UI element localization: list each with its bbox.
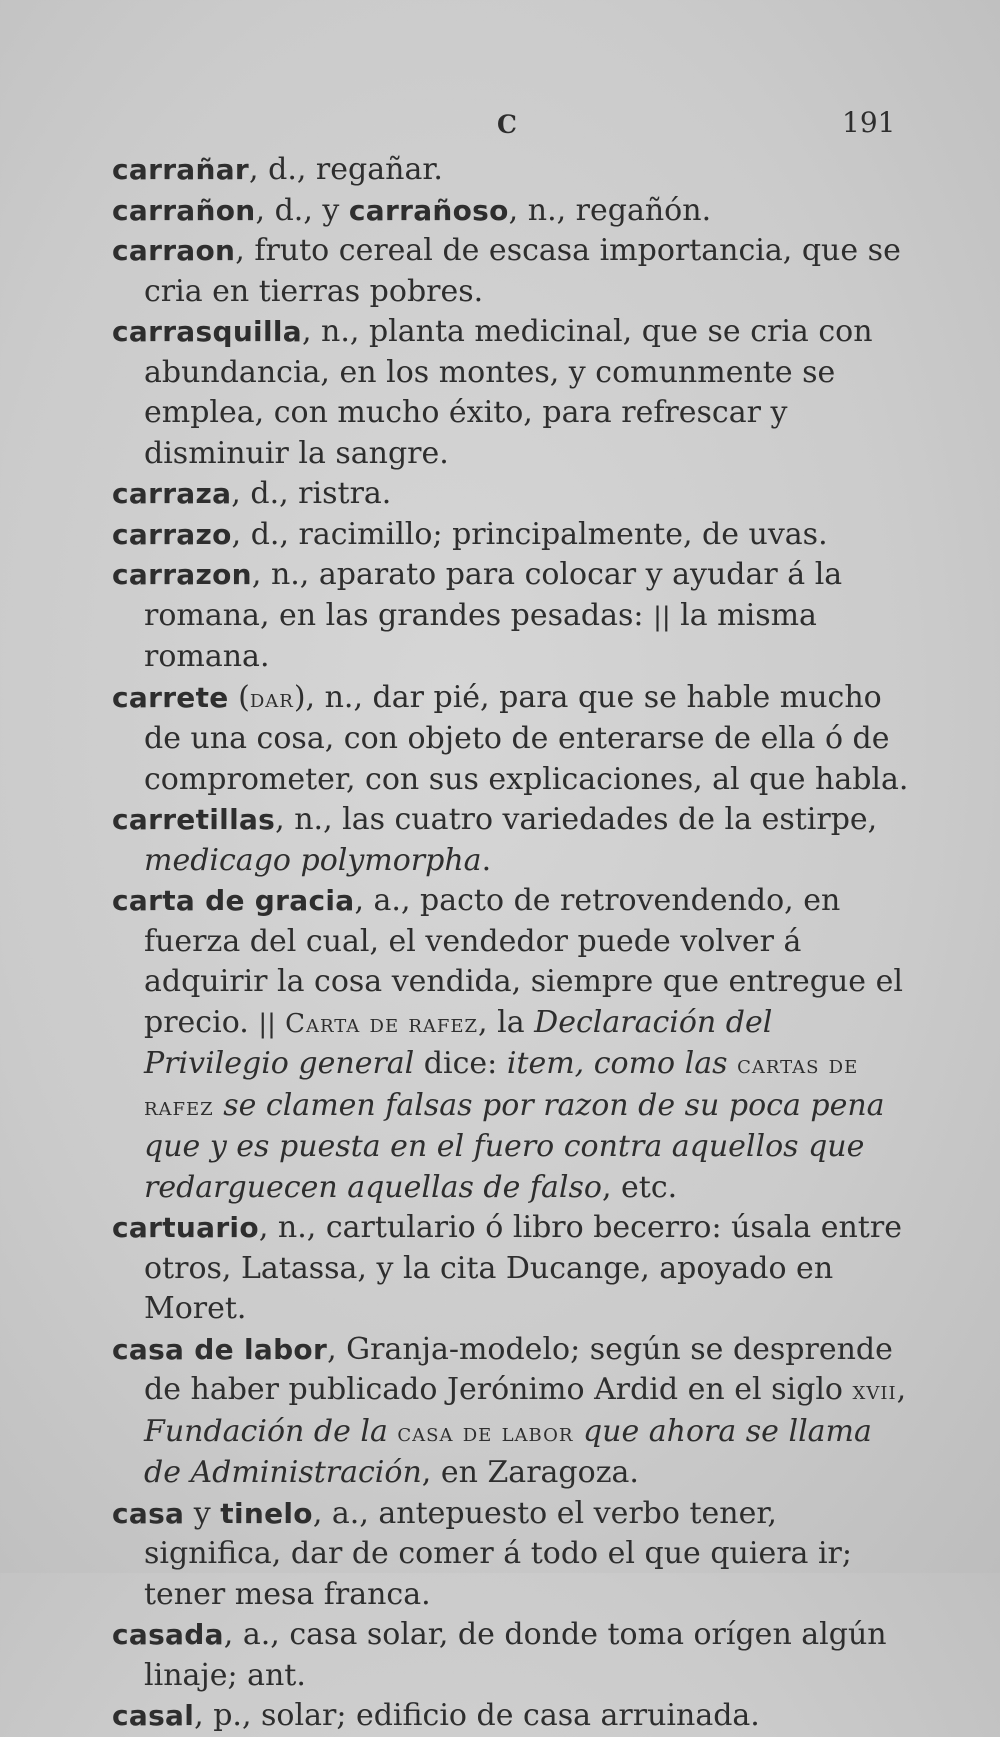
small-caps-text: dar [249,683,294,714]
separator-mark: || [258,1008,276,1039]
entry [112,150,912,191]
headword: tinelo [220,1496,313,1530]
entry [112,1696,912,1737]
headword: casal [112,1699,195,1732]
section-letter: C [497,110,518,139]
definition: ( [228,679,250,715]
definition: , a., casa solar, de donde toma orígen algún linaje; ant. [144,1617,887,1693]
headword: carrañon [112,193,256,227]
definition: , [896,1372,907,1407]
entry [112,1330,912,1494]
definition: , en Zaragoza. [421,1455,639,1490]
separator-mark: || [653,601,671,632]
italic-text: se clamen falsas por razon de su poca pena que y es puesta en el fuero contra aquellos que redarguecen aquellas de falso [144,1087,885,1205]
entry [112,1615,912,1696]
entry [112,515,912,556]
definition: , etc. [601,1169,678,1205]
entry [112,191,912,232]
definition: , a., pacto de retrovendendo, en fuerza del cual, el vendedor puede volver á adquirir la cosa vendida, siempre que entregue el precio. [144,883,903,1040]
headword: carta de gracia [112,884,355,917]
entry [112,474,912,515]
entry [112,312,912,474]
headword: carrañoso [348,193,509,227]
entry [112,555,912,678]
headword: carrazo [112,517,232,551]
definition: ), n., dar pié, para que se hable mucho de una cosa, con objeto de enterarse de ella ó de comprometer, con sus explicaciones, al que habla. [144,679,909,797]
entry [112,231,912,312]
italic-text: Declaración del Privilegio general [144,1004,773,1081]
definition: dice: [414,1046,507,1081]
definition: , n., regañón. [508,192,712,228]
entry [112,800,912,881]
entries-list [112,150,912,1737]
headword: carraza [112,477,232,510]
small-caps-text: Carta de rafez [275,1008,479,1039]
definition: . [481,842,492,878]
definition: , fruto cereal de escasa importancia, que se cria en tierras pobres. [144,233,901,309]
definition: , n., aparato para colocar y ayudar á la romana, en las grandes pesadas: [144,557,843,633]
headword: casa [112,1496,185,1530]
entry [112,1494,912,1616]
definition: , d., y [255,192,349,228]
italic-text: que ahora se llama de Administración [144,1413,872,1490]
definition: la misma romana. [144,597,817,674]
small-caps-text: xvii [852,1376,897,1406]
definition: , p., solar; edificio de casa arruinada. [194,1698,760,1733]
definition: , d., racimillo; principalmente, de uvas. [231,516,828,552]
headword: carrañar [112,153,250,186]
definition: , la [478,1004,535,1040]
headword: casa de labor [112,1332,328,1366]
definition: , d., ristra. [231,476,392,511]
small-caps-text: casa de labor [397,1417,574,1448]
headword: carretillas [112,803,276,836]
headword: cartuario [112,1211,259,1244]
definition: , n., planta medicinal, que se cria con abundancia, en los montes, y comunmente se emplea, con mucho éxito, para refrescar y disminuir la sangre. [144,314,873,471]
italic-text: Fundación de la [144,1413,398,1449]
definition: , n., las cuatro variedades de la estirpe, [275,802,878,837]
headword: carraon [112,234,236,267]
definition: , n., cartulario ó libro becerro: úsala entre otros, Latassa, y la cita Ducange, apoyado en Moret. [144,1210,902,1326]
definition: y [184,1495,221,1531]
definition: , d., regañar. [249,152,443,187]
entry [112,1208,912,1330]
small-caps-text: cartas de rafez [144,1050,859,1122]
italic-text: item, como las [506,1046,738,1081]
headword: carrazon [112,558,252,591]
definition: , Granja-modelo; según se desprende de haber publicado Jerónimo Ardid en el siglo [144,1331,893,1407]
page-header [0,102,1000,142]
definition: , a., antepuesto el verbo tener, significa, dar de comer á todo el que quiera ir; tener mesa franca. [144,1495,853,1612]
italic-text: medicago polymorpha [144,842,482,878]
entry [112,678,912,801]
page-number: 191 [842,106,896,139]
entry [112,881,912,1208]
headword: casada [112,1618,224,1651]
headword: carrete [112,680,229,714]
headword: carrasquilla [112,315,302,348]
